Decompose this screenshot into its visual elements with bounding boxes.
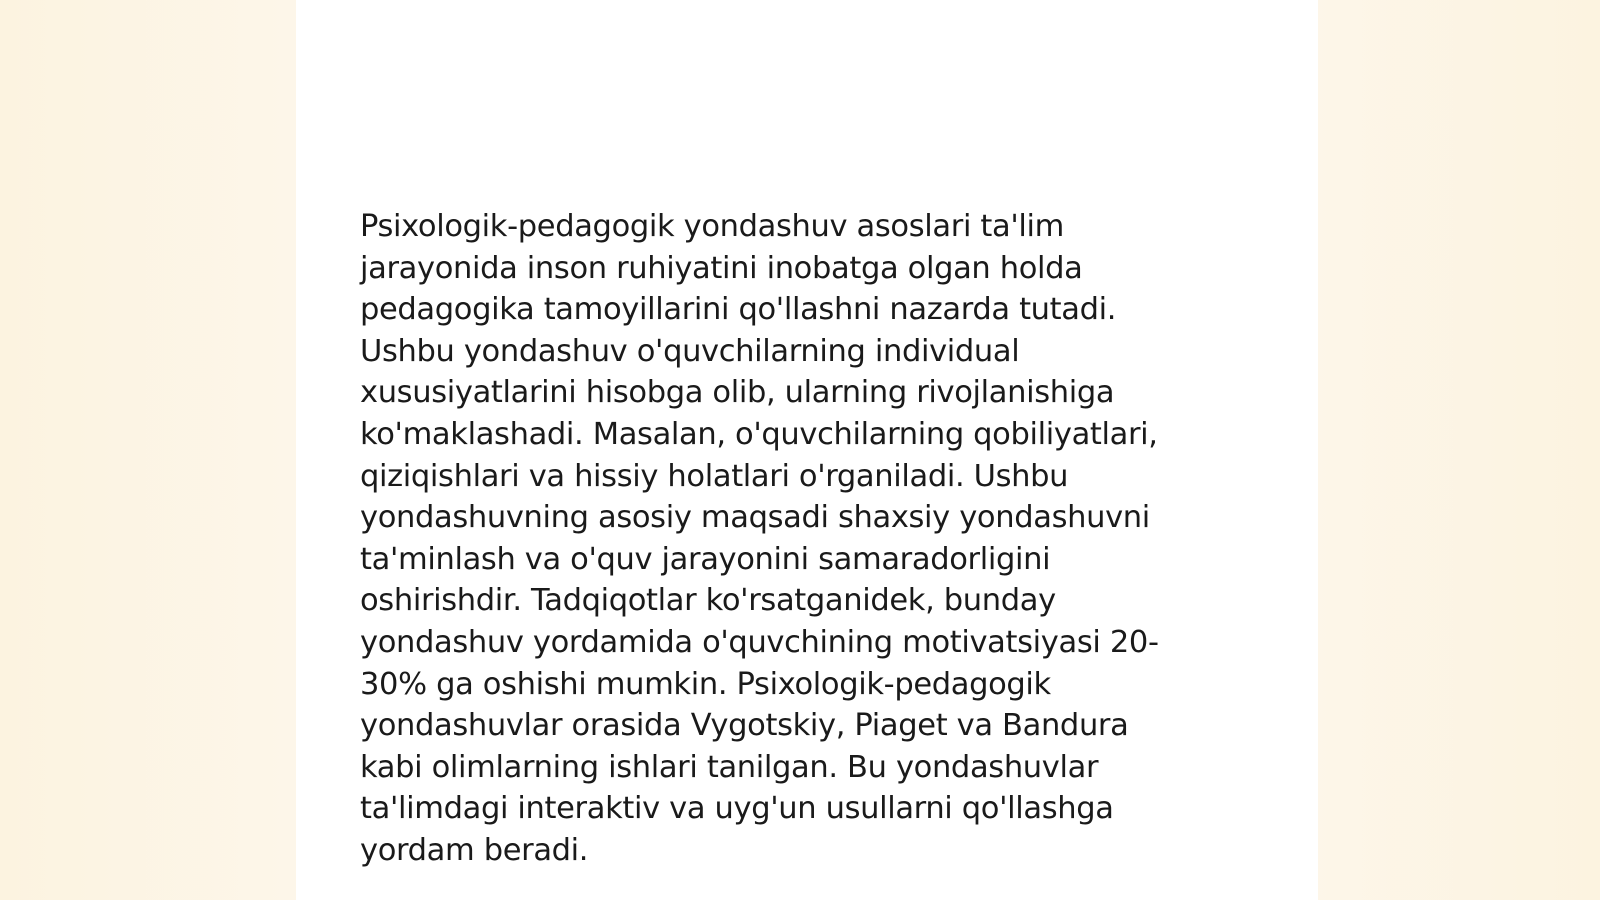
document-page (296, 0, 1318, 900)
text-line: ta'limdagi interaktiv va uyg'un usullarni qo'llashga (360, 791, 1114, 827)
text-line: ko'maklashadi. Masalan, o'quvchilarning qobiliyatlari, (360, 416, 1158, 452)
text-line: 30% ga oshishi mumkin. Psixologik-pedagogik (360, 666, 1051, 702)
text-line: xususiyatlarini hisobga olib, ularning rivojlanishiga (360, 375, 1115, 411)
text-line: Ushbu yondashuv o'quvchilarning individual (360, 333, 1020, 369)
text-line: yondashuvning asosiy maqsadi shaxsiy yondashuvni (360, 500, 1150, 536)
text-line: ta'minlash va o'quv jarayonini samaradorligini (360, 541, 1051, 577)
text-line: yordam beradi. (360, 832, 589, 868)
text-line: yondashuvlar orasida Vygotskiy, Piaget va Bandura (360, 708, 1129, 744)
text-line: jarayonida inson ruhiyatini inobatga olgan holda (360, 250, 1083, 286)
text-line: Psixologik-pedagogik yondashuv asoslari ta'lim (360, 209, 1065, 244)
text-line: yondashuv yordamida o'quvchining motivatsiyasi 20- (360, 624, 1159, 660)
text-line: kabi olimlarning ishlari tanilgan. Bu yondashuvlar (360, 749, 1099, 785)
text-line: pedagogika tamoyillarini qo'llashni nazarda tutadi. (360, 292, 1117, 328)
text-line: oshirishdir. Tadqiqotlar ko'rsatganidek, bunday (360, 583, 1056, 619)
text-line: qiziqishlari va hissiy holatlari o'rganiladi. Ushbu (360, 458, 1069, 494)
body-paragraph (360, 206, 1240, 872)
